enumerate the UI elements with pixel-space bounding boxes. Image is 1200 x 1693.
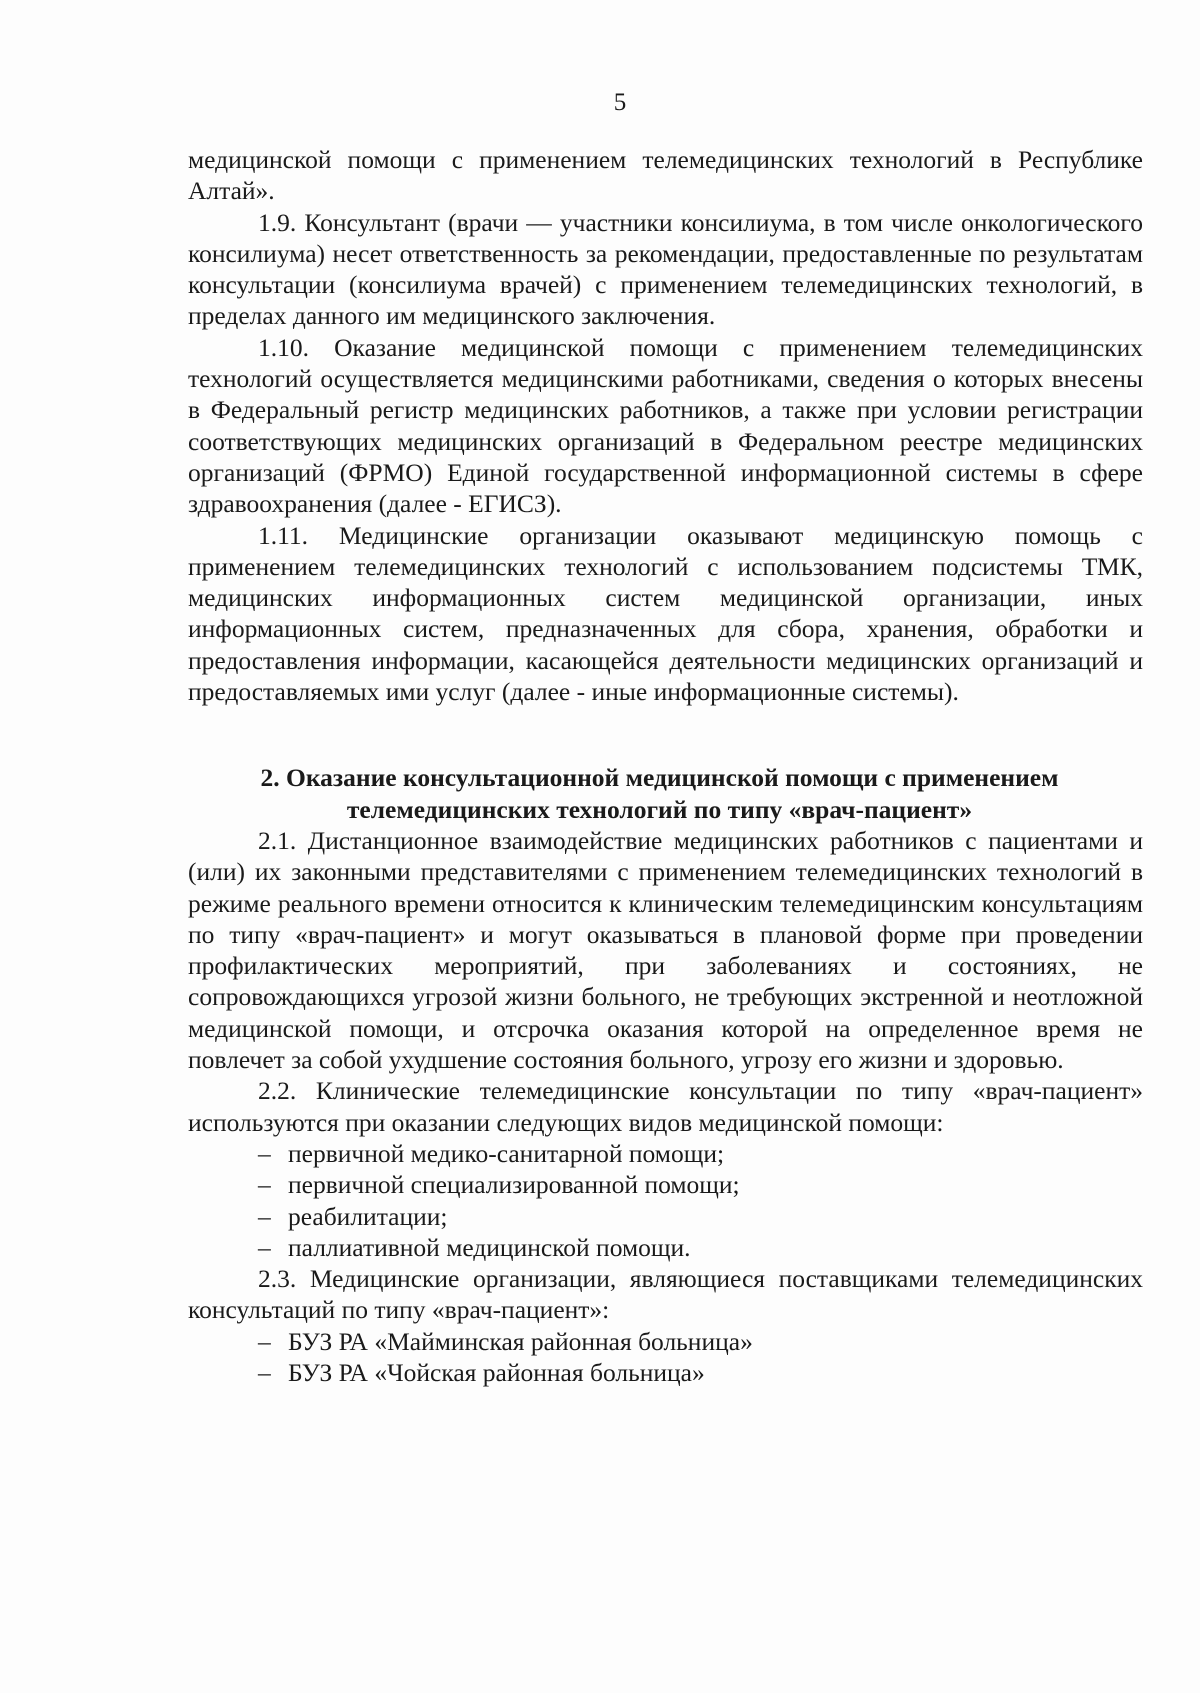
paragraph-1-11: 1.11. Медицинские организации оказывают медицинскую помощь с применением телемедицинских технологий с использованием подсистемы ТМК, медицинских информационных систем медицинской организации, иных информационных систем, предназначенных для сбора, хранения, обработки и предоставления информации, касающейся деятельности медицинских организаций и предоставляемых ими услуг (далее - иные информационные системы).	[188, 520, 1143, 707]
paragraph-1-10: 1.10. Оказание медицинской помощи с применением телемедицинских технологий осуществляется медицинскими работниками, сведения о которых внесены в Федеральный регистр медицинских работников, а также при условии регистрации соответствующих медицинских организаций в Федеральном реестре медицинских организаций (ФРМО) Единой государственной информационной системы в сфере здравоохранения (далее - ЕГИСЗ).	[188, 332, 1143, 519]
list-item	[188, 1357, 1143, 1388]
list-item	[188, 1232, 1143, 1263]
paragraph-2-3: 2.3. Медицинские организации, являющиеся поставщиками телемедицинских консультаций по типу «врач-пациент»:	[188, 1264, 1143, 1325]
list-item-text: первичной специализированной помощи;	[288, 1170, 740, 1200]
section-2-heading-line-1: 2. Оказание консультационной медицинской помощи с применением	[260, 763, 1059, 793]
list-item	[188, 1201, 1143, 1232]
section-2-heading-line-2: телемедицинских технологий по типу «врач-пациент»	[346, 794, 973, 824]
list-item	[188, 1138, 1143, 1169]
care-types-list	[188, 1138, 1143, 1263]
paragraph-2-1: 2.1. Дистанционное взаимодействие медицинских работников с пациентами и (или) их законными представителями с применением телемедицинских технологий в режиме реального времени относится к клиническим телемедицинским консультациям по типу «врач-пациент» и могут оказываться в плановой форме при проведении профилактических мероприятий, при заболеваниях и состояниях, не сопровождающихся угрозой жизни больного, не требующих экстренной и неотложной медицинской помощи, и отсрочка оказания которой на определенное время не повлечет за собой ухудшение состояния больного, угрозу его жизни и здоровью.	[188, 825, 1143, 1075]
dash-marker: –	[258, 1138, 271, 1168]
dash-marker: –	[258, 1357, 271, 1387]
page-number: 5	[613, 89, 627, 116]
paragraph-1-9: 1.9. Консультант (врачи — участники консилиума, в том числе онкологического консилиума) несет ответственность за рекомендации, предоставленные по результатам консультации (консилиума врачей) с применением телемедицинских технологий, в пределах данного им медицинского заключения.	[188, 207, 1143, 331]
list-item-text: первичной медико-санитарной помощи;	[288, 1138, 725, 1168]
list-item	[188, 1169, 1143, 1200]
dash-marker: –	[258, 1170, 271, 1200]
document-body	[188, 144, 1143, 1388]
paragraph-continuation: медицинской помощи с применением телемедицинских технологий в Республике Алтай».	[188, 145, 1143, 206]
dash-marker: –	[258, 1232, 271, 1262]
paragraph-2-2: 2.2. Клинические телемедицинские консультации по типу «врач-пациент» используются при оказании следующих видов медицинской помощи:	[188, 1076, 1143, 1137]
list-item-text: паллиативной медицинской помощи.	[288, 1232, 691, 1262]
list-item-text: БУЗ РА «Чойская районная больница»	[288, 1357, 705, 1387]
provider-organizations-list	[188, 1326, 1143, 1389]
list-item-text: БУЗ РА «Майминская районная больница»	[288, 1326, 753, 1356]
section-2-heading	[188, 762, 1143, 825]
list-item	[188, 1326, 1143, 1357]
dash-marker: –	[258, 1326, 271, 1356]
dash-marker: –	[258, 1201, 271, 1231]
list-item-text: реабилитации;	[288, 1201, 448, 1231]
